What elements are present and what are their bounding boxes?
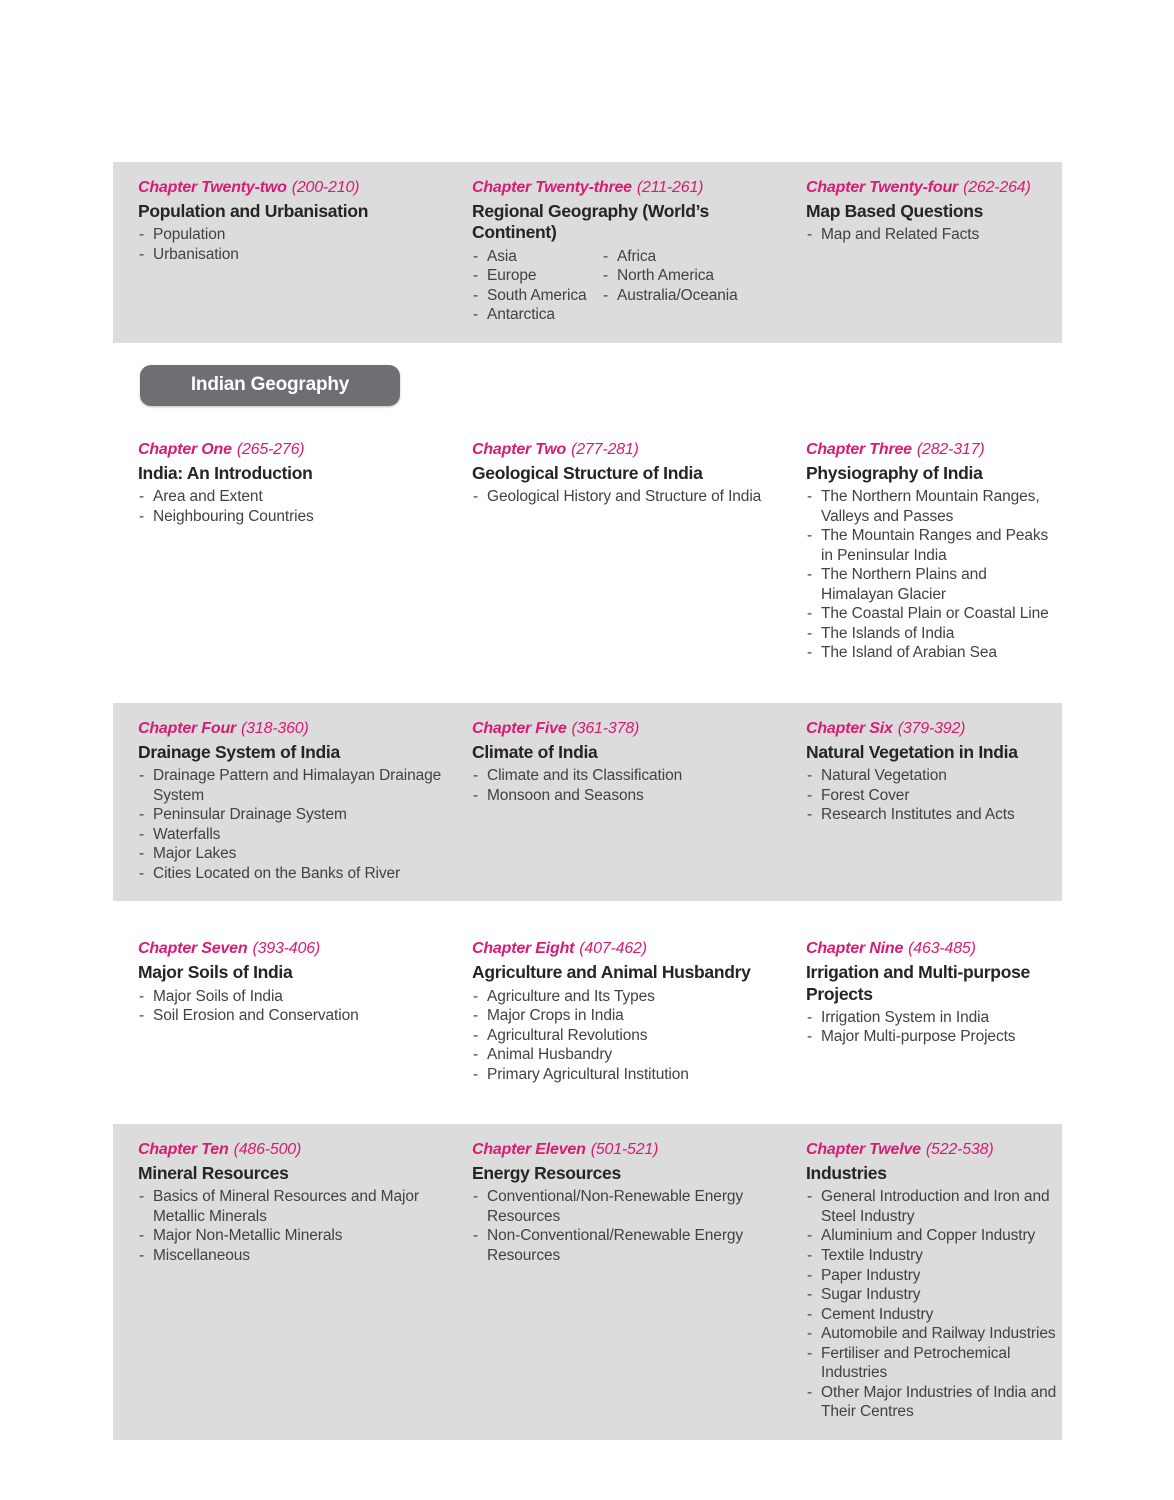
chapter-entry [472, 719, 780, 883]
chapter-heading [138, 178, 446, 198]
list-item-text: Major Non-Metallic Minerals [153, 1227, 343, 1245]
list-item-text: Neighbouring Countries [153, 507, 314, 525]
list-item-text: Africa [617, 247, 657, 265]
list-item [806, 526, 1062, 565]
chapter-topic-columns [472, 247, 780, 325]
list-item-text: North America [617, 267, 714, 285]
list-item-text: Major Lakes [153, 845, 237, 863]
chapter-topic-list [138, 225, 446, 264]
chapter-page-range: (211-261) [636, 179, 704, 196]
list-item-text: Urbanisation [153, 245, 239, 263]
table-of-contents [113, 162, 1062, 1440]
chapter-band [113, 923, 1062, 1102]
list-item-text: Australia/Oceania [617, 286, 738, 304]
list-item [602, 286, 780, 306]
chapter-title: Population and Urbanisation [138, 201, 369, 221]
section-badge-label: Indian Geography [190, 373, 350, 395]
list-item-text: Miscellaneous [153, 1246, 250, 1264]
list-item [806, 1383, 1062, 1422]
list-item [806, 643, 1062, 663]
list-item [806, 766, 1062, 786]
list-item-text: Population [153, 226, 226, 244]
chapter-page-range: (486-500) [233, 1141, 302, 1159]
chapter-page-range: (282-317) [916, 440, 985, 458]
list-item [138, 1006, 446, 1026]
list-item [138, 487, 446, 507]
chapter-label: Chapter Three [806, 440, 912, 458]
chapter-heading [472, 939, 780, 959]
list-item-text: Soil Erosion and Conservation [153, 1007, 359, 1025]
list-item [472, 487, 780, 507]
chapter-page-range: (361-378) [571, 719, 640, 737]
list-item-text: Asia [487, 247, 517, 265]
chapter-heading [138, 1140, 446, 1160]
list-item-text: Waterfalls [153, 825, 221, 843]
chapter-page-range: (265-276) [236, 440, 305, 458]
list-item-text: Natural Vegetation [821, 767, 947, 785]
list-item-text: South America [487, 286, 587, 304]
chapter-heading [472, 719, 780, 739]
list-item-text: The Island of Arabian Sea [821, 644, 997, 662]
list-item-text: The Coastal Plain or Coastal Line [821, 605, 1049, 623]
chapter-title: India: An Introduction [138, 462, 313, 483]
chapter-entry [138, 178, 446, 325]
list-item-text: Sugar Industry [821, 1286, 921, 1304]
list-item [806, 1285, 1062, 1305]
chapter-entry [138, 440, 446, 663]
chapter-band [113, 424, 1062, 681]
chapter-topic-list [806, 487, 1062, 663]
chapter-heading [138, 719, 446, 739]
list-item-text: Peninsular Drainage System [153, 806, 347, 824]
list-item-text: Cities Located on the Banks of River [153, 864, 401, 882]
chapter-entry [472, 939, 780, 1084]
list-item-text: Drainage Pattern and Himalayan Drainage System [153, 767, 442, 804]
chapter-page-range: (463-485) [908, 940, 976, 958]
list-item [806, 604, 1062, 624]
chapter-label: Chapter Ten [138, 1141, 229, 1159]
chapter-entry [806, 178, 1062, 325]
list-item-text: Area and Extent [153, 488, 263, 506]
list-item-text: Basics of Mineral Resources and Major Metallic Minerals [153, 1188, 419, 1225]
list-item [806, 225, 1062, 245]
chapter-label: Chapter One [138, 440, 232, 458]
chapter-entry [806, 719, 1062, 883]
chapter-band [113, 1124, 1062, 1440]
chapter-title: Drainage System of India [138, 741, 340, 762]
chapter-label: Chapter Five [472, 719, 567, 737]
list-item [472, 1045, 780, 1065]
list-item [138, 766, 446, 805]
chapter-heading [806, 939, 1062, 959]
list-item [806, 1305, 1062, 1325]
chapter-topic-list [472, 247, 602, 325]
list-item-text: Major Soils of India [153, 987, 283, 1005]
list-item-text: Automobile and Railway Industries [821, 1325, 1056, 1343]
chapter-title: Climate of India [472, 741, 598, 762]
chapter-title: Agriculture and Animal Husbandry [472, 962, 751, 983]
chapter-entry [472, 178, 780, 325]
list-item [472, 286, 602, 306]
chapter-heading [472, 1140, 780, 1160]
list-item [138, 507, 446, 527]
list-item-text: The Northern Mountain Ranges, Valleys and Passes [821, 488, 1040, 525]
chapter-topic-list [806, 766, 1062, 825]
list-item-text: Irrigation System in India [821, 1008, 989, 1026]
list-item [472, 1006, 780, 1026]
list-item-text: Major Multi-purpose Projects [821, 1028, 1016, 1046]
list-item-text: Paper Industry [821, 1266, 921, 1284]
list-item [806, 565, 1062, 604]
list-item [138, 825, 446, 845]
list-item [806, 1008, 1062, 1028]
chapter-band [113, 703, 1062, 901]
list-item-text: Map and Related Facts [821, 226, 980, 244]
chapter-topic-list [472, 766, 780, 805]
list-item-text: Aluminium and Copper Industry [821, 1227, 1036, 1245]
chapter-title: Geological Structure of India [472, 462, 703, 483]
chapter-topic-list [472, 1187, 780, 1265]
chapter-label: Chapter Six [806, 719, 893, 737]
chapter-label: Chapter Twelve [806, 1141, 921, 1159]
chapter-title: Mineral Resources [138, 1163, 289, 1184]
chapter-topic-list [472, 987, 780, 1085]
list-item [806, 1187, 1062, 1226]
list-item [602, 266, 780, 286]
list-item-text: The Northern Plains and Himalayan Glacier [821, 566, 987, 603]
chapter-entry [806, 1140, 1062, 1422]
chapter-entry [472, 440, 780, 663]
chapter-topic-list [472, 487, 780, 507]
chapter-heading [138, 939, 446, 959]
chapter-entry [138, 939, 446, 1084]
list-item [138, 1226, 446, 1246]
list-item [806, 805, 1062, 825]
chapter-topic-list [138, 1187, 446, 1265]
chapter-topic-list [806, 1187, 1062, 1421]
chapter-title: Industries [806, 1163, 887, 1184]
chapter-page-range: (277-281) [571, 440, 639, 458]
list-item [472, 766, 780, 786]
chapter-label: Chapter Seven [138, 940, 248, 958]
chapter-title: Physiography of India [806, 462, 983, 483]
list-item [806, 1324, 1062, 1344]
chapter-entry [806, 939, 1062, 1084]
chapter-page-range: (200-210) [291, 179, 360, 196]
list-item [472, 305, 602, 325]
chapter-entry [138, 719, 446, 883]
chapter-heading [806, 178, 1062, 198]
list-item-text: Agricultural Revolutions [487, 1026, 648, 1044]
list-item [806, 786, 1062, 806]
list-item [138, 864, 446, 884]
list-item-text: Primary Agricultural Institution [487, 1065, 689, 1083]
chapter-topic-list [806, 225, 1062, 245]
list-item-text: Major Crops in India [487, 1007, 624, 1025]
list-item-text: Climate and its Classification [487, 767, 683, 785]
chapter-topic-list [806, 1008, 1062, 1047]
chapter-entry [138, 1140, 446, 1422]
chapter-band [113, 162, 1062, 343]
chapter-topic-list [138, 987, 446, 1026]
list-item [472, 247, 602, 267]
chapter-label: Chapter Two [472, 440, 567, 458]
list-item [138, 1187, 446, 1226]
chapter-heading [806, 440, 1062, 460]
list-item [806, 1344, 1062, 1383]
chapter-topic-list [602, 247, 780, 306]
list-item [806, 1226, 1062, 1246]
list-item [472, 1065, 780, 1085]
section-badge [140, 365, 400, 406]
chapter-page-range: (379-392) [897, 719, 966, 737]
list-item-text: General Introduction and Iron and Steel Industry [821, 1188, 1050, 1225]
chapter-heading [806, 719, 1062, 739]
list-item [472, 1187, 780, 1226]
list-item-text: Research Institutes and Acts [821, 806, 1015, 824]
list-item-text: The Islands of India [821, 624, 955, 642]
list-item-text: The Mountain Ranges and Peaks in Peninsular India [821, 527, 1049, 564]
list-item [138, 245, 446, 265]
chapter-label: Chapter Twenty-two [138, 179, 287, 196]
chapter-entry [472, 1140, 780, 1422]
chapter-heading [472, 178, 780, 198]
chapter-page-range: (407-462) [579, 940, 647, 958]
chapter-label: Chapter Eight [472, 940, 575, 958]
list-item [472, 786, 780, 806]
chapter-page-range: (262-264) [963, 179, 1031, 196]
list-item-text: Animal Husbandry [487, 1046, 613, 1064]
chapter-title: Energy Resources [472, 1163, 621, 1184]
list-item [138, 225, 446, 245]
list-item [138, 1246, 446, 1266]
chapter-label: Chapter Eleven [472, 1141, 586, 1159]
list-item-text: Textile Industry [821, 1246, 923, 1264]
chapter-label: Chapter Nine [806, 940, 904, 958]
list-item [602, 247, 780, 267]
chapter-heading [806, 1140, 1062, 1160]
list-item-text: Forest Cover [821, 786, 910, 804]
list-item [138, 987, 446, 1007]
chapter-page-range: (318-360) [241, 719, 309, 737]
list-item-text: Non-Conventional/Renewable Energy Resources [487, 1227, 744, 1264]
chapter-title: Irrigation and Multi-purpose Projects [806, 962, 1030, 1004]
list-item [806, 624, 1062, 644]
chapter-page-range: (501-521) [590, 1141, 659, 1159]
list-item [806, 487, 1062, 526]
list-item-text: Conventional/Non-Renewable Energy Resources [487, 1188, 744, 1225]
list-item-text: Antarctica [487, 306, 555, 324]
chapter-title: Major Soils of India [138, 962, 293, 983]
chapter-entry [806, 440, 1062, 663]
list-item-text: Europe [487, 267, 537, 285]
chapter-label: Chapter Twenty-four [806, 179, 959, 196]
chapter-title: Map Based Questions [806, 201, 984, 221]
list-item-text: Monsoon and Seasons [487, 786, 644, 804]
list-item-text: Cement Industry [821, 1305, 934, 1323]
list-item-text: Agriculture and Its Types [487, 987, 655, 1005]
chapter-heading [472, 440, 780, 460]
list-item [806, 1246, 1062, 1266]
list-item [472, 1226, 780, 1265]
list-item [472, 266, 602, 286]
list-item-text: Other Major Industries of India and Their Centres [821, 1383, 1057, 1421]
list-item [472, 987, 780, 1007]
chapter-topic-list [138, 766, 446, 883]
chapter-page-range: (393-406) [252, 940, 321, 958]
list-item [472, 1026, 780, 1046]
list-item-text: Fertiliser and Petrochemical Industries [821, 1344, 1011, 1382]
chapter-page-range: (522-538) [925, 1141, 994, 1159]
chapter-title: Regional Geography (World’s Continent) [472, 201, 709, 243]
list-item [806, 1027, 1062, 1047]
list-item [138, 844, 446, 864]
list-item [138, 805, 446, 825]
chapter-label: Chapter Four [138, 719, 237, 737]
list-item [806, 1266, 1062, 1286]
chapter-heading [138, 440, 446, 460]
chapter-title: Natural Vegetation in India [806, 741, 1018, 762]
chapter-label: Chapter Twenty-three [472, 179, 632, 196]
chapter-topic-list [138, 487, 446, 526]
list-item-text: Geological History and Structure of India [487, 488, 762, 506]
